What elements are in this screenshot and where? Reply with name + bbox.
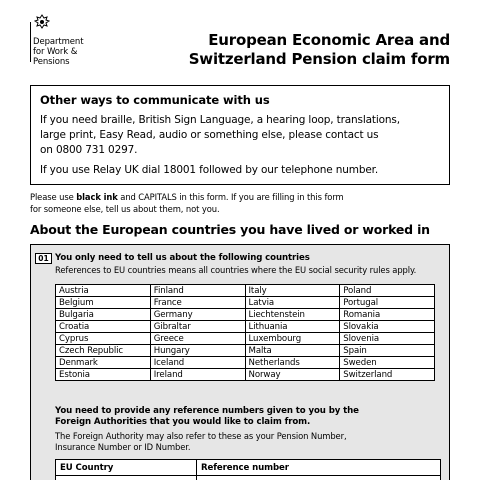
form-title-line-1: European Economic Area and bbox=[208, 31, 450, 49]
question-panel bbox=[30, 244, 450, 480]
form-title bbox=[189, 31, 450, 69]
country-cell: Italy bbox=[245, 285, 340, 297]
eu-country-field[interactable] bbox=[56, 476, 197, 480]
reference-number-field[interactable] bbox=[197, 476, 441, 480]
country-row bbox=[56, 321, 435, 333]
reference-table-row bbox=[56, 476, 441, 480]
country-row bbox=[56, 333, 435, 345]
country-cell: Romania bbox=[340, 309, 435, 321]
country-cell: Luxembourg bbox=[245, 333, 340, 345]
country-cell: France bbox=[150, 297, 245, 309]
royal-crest-icon bbox=[33, 14, 51, 30]
country-cell: Spain bbox=[340, 345, 435, 357]
question-subtitle: References to EU countries means all countries where the EU social security rules apply. bbox=[55, 265, 417, 275]
country-cell: Cyprus bbox=[56, 333, 151, 345]
country-cell: Belgium bbox=[56, 297, 151, 309]
country-cell: Czech Republic bbox=[56, 345, 151, 357]
reference-title bbox=[55, 406, 359, 428]
reference-title-line-1: You need to provide any reference numbers given to you by the bbox=[55, 406, 359, 416]
country-row bbox=[56, 297, 435, 309]
reference-subtitle-line-1: The Foreign Authority may also refer to these as your Pension Number, bbox=[55, 431, 347, 441]
country-cell: Ireland bbox=[150, 369, 245, 381]
reference-table-header bbox=[56, 460, 441, 476]
department-line-2: for Work & bbox=[33, 47, 78, 57]
department-line-1: Department bbox=[33, 37, 84, 47]
country-cell: Latvia bbox=[245, 297, 340, 309]
country-cell: Netherlands bbox=[245, 357, 340, 369]
communication-line-1: If you need braille, British Sign Language, a hearing loop, translations, bbox=[40, 114, 400, 126]
country-cell: Poland bbox=[340, 285, 435, 297]
country-cell: Portugal bbox=[340, 297, 435, 309]
country-cell: Greece bbox=[150, 333, 245, 345]
question-number: 01 bbox=[35, 253, 52, 264]
form-title-line-2: Switzerland Pension claim form bbox=[188, 50, 450, 68]
section-heading: About the European countries you have lived or worked in bbox=[30, 222, 430, 237]
country-cell: Denmark bbox=[56, 357, 151, 369]
country-cell: Hungary bbox=[150, 345, 245, 357]
instructions-line-2: for someone else, tell us about them, not you. bbox=[30, 203, 220, 214]
countries-table bbox=[55, 284, 435, 381]
country-cell: Liechtenstein bbox=[245, 309, 340, 321]
instructions-prefix: Please use bbox=[30, 192, 77, 202]
country-row bbox=[56, 357, 435, 369]
dwp-logo bbox=[33, 14, 113, 67]
country-row bbox=[56, 285, 435, 297]
instructions-bold: black ink bbox=[76, 192, 118, 202]
reference-table bbox=[55, 459, 441, 480]
country-cell: Estonia bbox=[56, 369, 151, 381]
country-cell: Germany bbox=[150, 309, 245, 321]
reference-title-line-2: Foreign Authorities that you would like to claim from. bbox=[55, 417, 311, 427]
country-cell: Lithuania bbox=[245, 321, 340, 333]
question-title: You only need to tell us about the following countries bbox=[55, 253, 310, 263]
instructions-rest: and CAPITALS in this form. If you are filling in this form bbox=[117, 192, 344, 202]
country-cell: Gibraltar bbox=[150, 321, 245, 333]
communication-line-2: large print, Easy Read, audio or something else, please contact us bbox=[40, 129, 379, 141]
column-header-eu-country: EU Country bbox=[56, 460, 197, 476]
department-line-3: Pensions bbox=[33, 57, 70, 67]
country-cell: Switzerland bbox=[340, 369, 435, 381]
country-cell: Croatia bbox=[56, 321, 151, 333]
country-cell: Austria bbox=[56, 285, 151, 297]
country-cell: Bulgaria bbox=[56, 309, 151, 321]
country-cell: Finland bbox=[150, 285, 245, 297]
logo-rule bbox=[30, 22, 31, 62]
communication-heading: Other ways to communicate with us bbox=[40, 93, 270, 107]
reference-subtitle-line-2: Insurance Number or ID Number. bbox=[55, 442, 191, 452]
country-row bbox=[56, 345, 435, 357]
form-instructions bbox=[30, 192, 450, 215]
country-cell: Iceland bbox=[150, 357, 245, 369]
communication-line-3: on 0800 731 0297. bbox=[40, 144, 138, 156]
country-cell: Norway bbox=[245, 369, 340, 381]
country-cell: Slovakia bbox=[340, 321, 435, 333]
country-cell: Malta bbox=[245, 345, 340, 357]
communication-body bbox=[40, 113, 440, 158]
country-row bbox=[56, 309, 435, 321]
country-cell: Slovenia bbox=[340, 333, 435, 345]
communication-box bbox=[30, 85, 450, 185]
column-header-reference-number: Reference number bbox=[197, 460, 441, 476]
relay-text: If you use Relay UK dial 18001 followed by our telephone number. bbox=[40, 164, 379, 176]
country-row bbox=[56, 369, 435, 381]
reference-subtitle bbox=[55, 431, 347, 453]
country-cell: Sweden bbox=[340, 357, 435, 369]
